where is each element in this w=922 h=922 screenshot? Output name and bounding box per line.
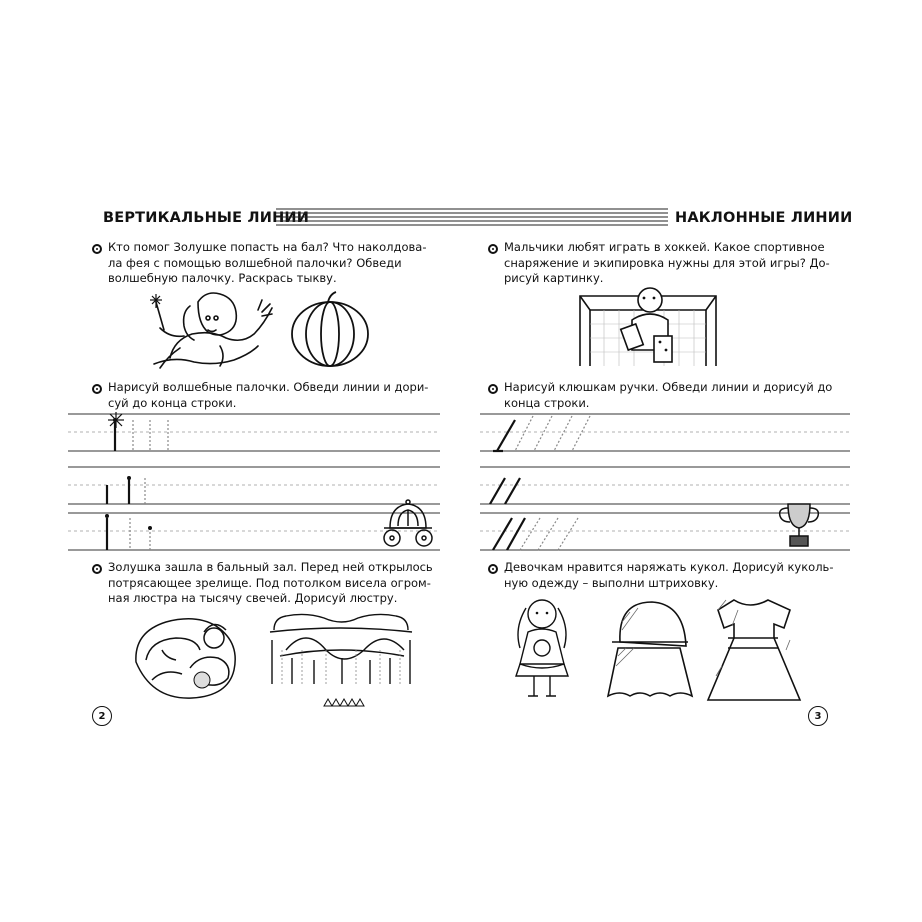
left-page-number: 2 <box>92 706 112 726</box>
left-header: ВЕРТИКАЛЬНЫЕ ЛИНИИ <box>103 210 310 226</box>
task-bullet-icon <box>488 244 498 254</box>
right-task1-text: Мальчики любят играть в хоккей. Какое спортивное снаряжение и экипировка нужны для этой игры? До- рисуй картинку. <box>504 240 830 285</box>
right-header: НАКЛОННЫЕ ЛИНИИ <box>675 210 853 226</box>
carriage-picture <box>380 498 436 548</box>
left-task2-text: Нарисуй волшебные палочки. Обведи линии и дори- суй до конца строки. <box>108 380 429 410</box>
chandelier-picture <box>266 610 416 712</box>
wand-star-icon <box>108 412 124 428</box>
skirt-outline <box>604 646 694 702</box>
trophy-picture <box>776 500 822 550</box>
hockey-goalie-picture <box>574 282 724 370</box>
task-bullet-icon <box>488 384 498 394</box>
dress-outline <box>698 596 804 706</box>
right-task2-text: Нарисуй клюшкам ручки. Обведи линии и дорисуй до конца строки. <box>504 380 833 410</box>
right-page-number: 3 <box>808 706 828 726</box>
left-task1-text: Кто помог Золушке попасть на бал? Что наколдова- ла фея с помощью волшебной палочки? Обведи волшебную палочку. Раскрась тыкву. <box>108 240 427 285</box>
task-bullet-icon <box>92 564 102 574</box>
left-task3-text: Золушка зашла в бальный зал. Перед ней открылось потрясающее зрелище. Под потолком висела огром- ная люстра на тысячу свечей. Дорисуй люстру. <box>108 560 433 605</box>
right-task3-text: Девочкам нравится наряжать кукол. Дорисуй куколь- ную одежду – выполни штриховку. <box>504 560 834 590</box>
hat-outline <box>608 598 690 648</box>
girl-with-doll-picture <box>512 596 574 704</box>
cinderella-picture <box>132 610 244 700</box>
task-bullet-icon <box>488 564 498 574</box>
